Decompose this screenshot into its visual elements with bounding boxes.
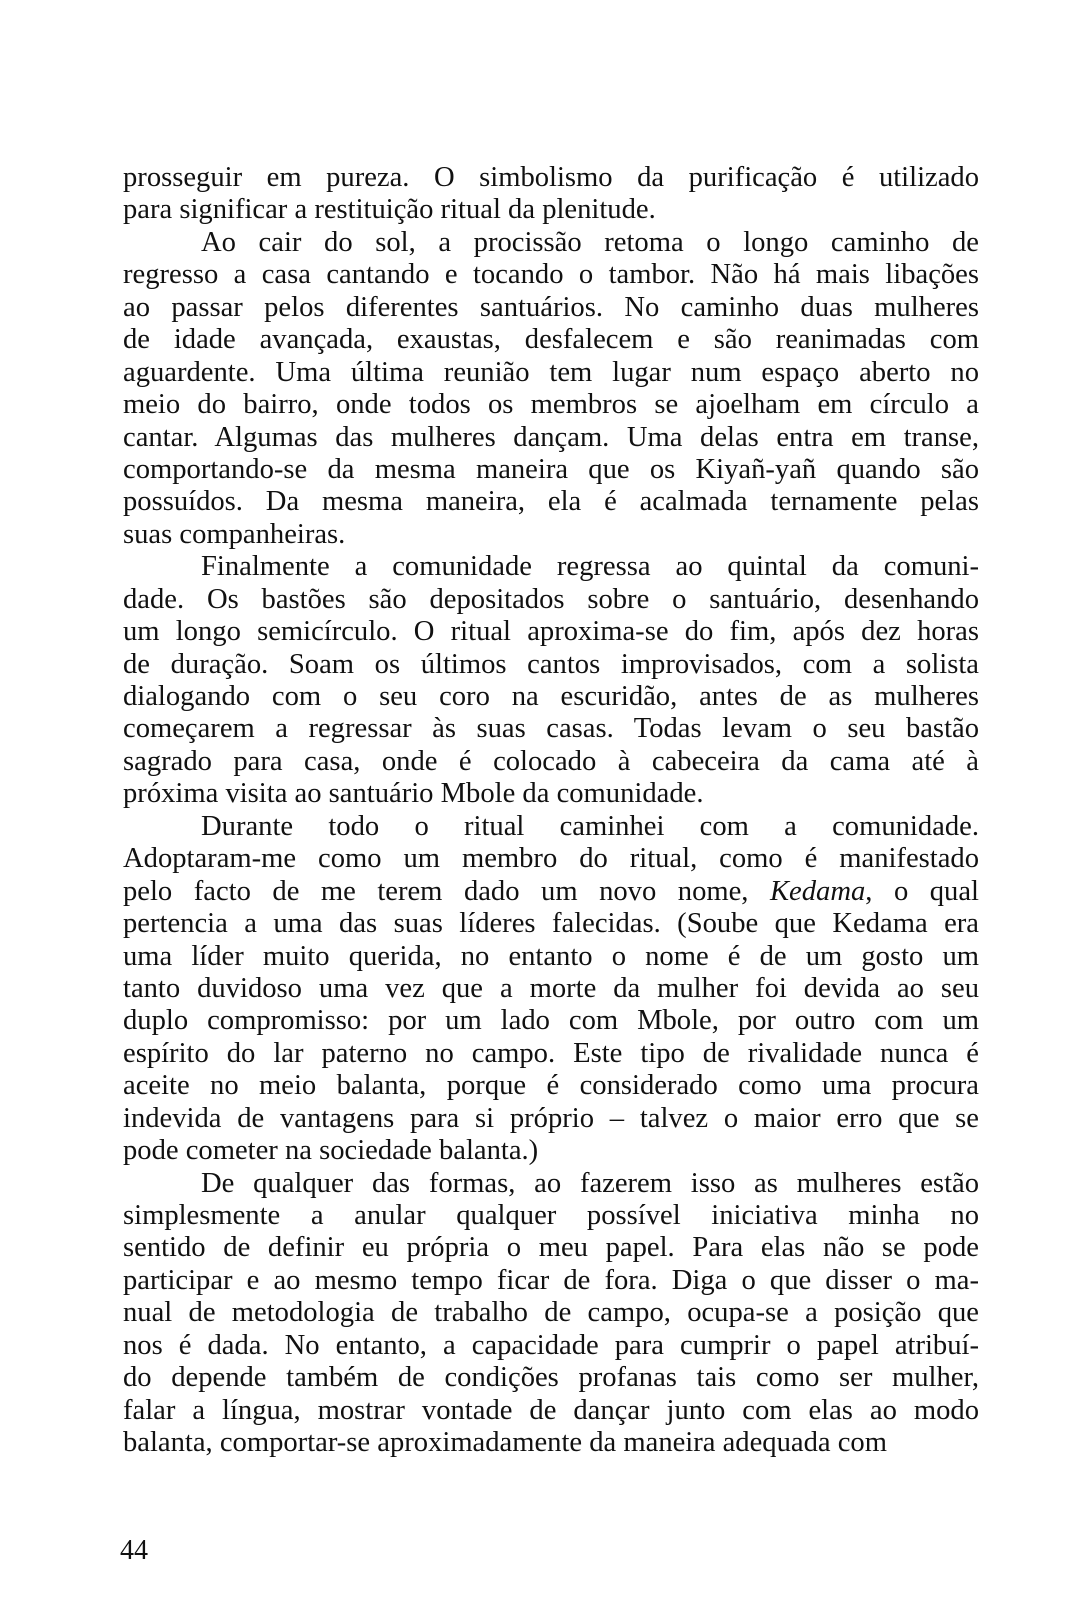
text-line: Adoptaram-me como um membro do ritual, como é manifestado xyxy=(123,843,979,875)
text-line: pode cometer na sociedade balanta.) xyxy=(123,1135,539,1167)
text-line: meio do bairro, onde todos os membros se ajoelham em círculo a xyxy=(123,389,979,421)
text-line: pelo facto de me terem dado um novo nome, Kedama, o qual xyxy=(123,875,979,907)
page-number: 44 xyxy=(120,1535,148,1566)
text-line: falar a língua, mostrar vontade de dançar junto com elas ao modo xyxy=(123,1394,979,1426)
text-line: nual de metodologia de trabalho de campo, ocupa-se a posição que xyxy=(123,1297,979,1329)
italic-name: Kedama xyxy=(769,875,866,907)
text-line: de duração. Soam os últimos cantos improvisados, com a solista xyxy=(123,648,979,680)
text-line: dade. Os bastões são depositados sobre o santuário, desenhando xyxy=(123,583,979,615)
text-line: Ao cair do sol, a procissão retoma o longo caminho de xyxy=(201,226,979,258)
text-line: duplo compromisso: por um lado com Mbole, por outro com um xyxy=(123,1005,979,1037)
text-line: de idade avançada, exaustas, desfalecem e são reanimadas com xyxy=(123,324,979,356)
text-line: um longo semicírculo. O ritual aproxima-se do fim, após dez horas xyxy=(123,616,979,648)
paragraph xyxy=(123,551,979,811)
text-line: possuídos. Da mesma maneira, ela é acalmada ternamente pelas xyxy=(123,486,979,518)
text-line: sentido de definir eu própria o meu papel. Para elas não se pode xyxy=(123,1232,979,1264)
text-line: aceite no meio balanta, porque é considerado como uma procura xyxy=(123,1070,979,1102)
text-line: tanto duvidoso uma vez que a morte da mulher foi devida ao seu xyxy=(123,972,979,1004)
text-line: começarem a regressar às suas casas. Todas levam o seu bastão xyxy=(123,713,979,745)
text-line: prosseguir em pureza. O simbolismo da purificação é utilizado xyxy=(123,162,979,193)
paragraph xyxy=(123,227,979,551)
text-line: Finalmente a comunidade regressa ao quintal da comuni- xyxy=(201,551,979,583)
text-line: indevida de vantagens para si próprio – talvez o maior erro que se xyxy=(123,1102,979,1134)
paragraph xyxy=(123,811,979,1168)
body-text xyxy=(123,162,979,1460)
text-line: regresso a casa cantando e tocando o tambor. Não há mais libações xyxy=(123,259,979,291)
text-line: sagrado para casa, onde é colocado à cabeceira da cama até à xyxy=(123,745,979,777)
text-line: aguardente. Uma última reunião tem lugar num espaço aberto no xyxy=(123,356,979,388)
text-line: uma líder muito querida, no entanto o nome é de um gosto um xyxy=(123,940,979,972)
text-line: participar e ao mesmo tempo ficar de fora. Diga o que disser o ma- xyxy=(123,1264,979,1296)
text-line: próxima visita ao santuário Mbole da comunidade. xyxy=(123,778,704,810)
text-line: Durante todo o ritual caminhei com a comunidade. xyxy=(201,810,979,842)
text-line: nos é dada. No entanto, a capacidade para cumprir o papel atribuí- xyxy=(123,1329,979,1361)
text-line: simplesmente a anular qualquer possível iniciativa minha no xyxy=(123,1200,979,1231)
text-line: ao passar pelos diferentes santuários. No caminho duas mulheres xyxy=(123,291,979,323)
text-line: comportando-se da mesma maneira que os Kiyañ-yañ quando são xyxy=(123,453,979,485)
text-line: do depende também de condições profanas tais como ser mulher, xyxy=(123,1362,979,1394)
text-line: pertencia a uma das suas líderes falecidas. (Soube que Kedama era xyxy=(123,908,979,940)
text-line: dialogando com o seu coro na escuridão, antes de as mulheres xyxy=(123,681,979,712)
paragraph xyxy=(123,162,979,227)
text-line: suas companheiras. xyxy=(123,518,346,550)
text-line: para significar a restituição ritual da plenitude. xyxy=(123,194,656,226)
text-line: balanta, comportar-se aproximadamente da maneira adequada com xyxy=(123,1427,887,1459)
paragraph xyxy=(123,1168,979,1460)
text-line: cantar. Algumas das mulheres dançam. Uma delas entra em transe, xyxy=(123,421,979,453)
text-line: De qualquer das formas, ao fazerem isso as mulheres estão xyxy=(201,1167,979,1199)
text-line: espírito do lar paterno no campo. Este tipo de rivalidade nunca é xyxy=(123,1037,979,1069)
